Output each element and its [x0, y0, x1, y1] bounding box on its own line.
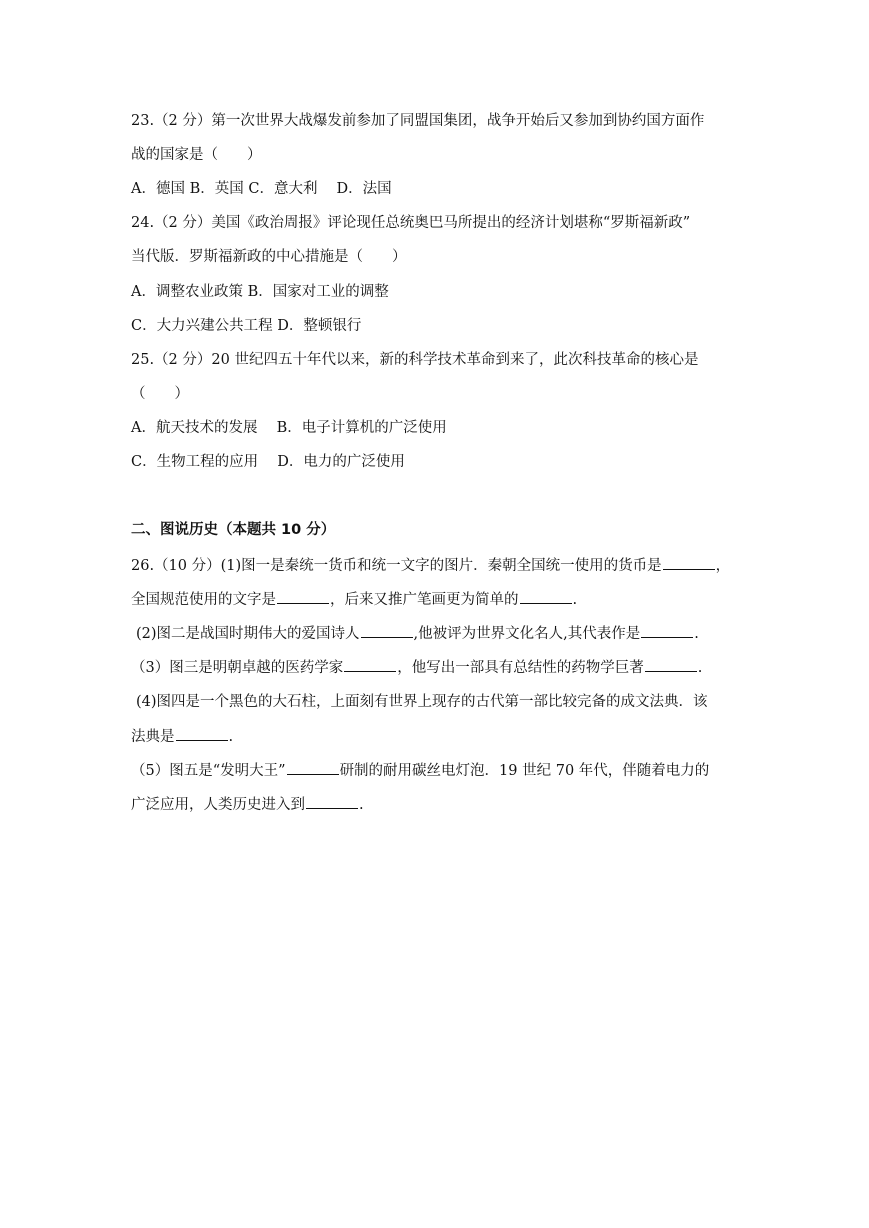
q26-line5: (4)图四是一个黑色的大石柱，上面刻有世界上现存的古代第一部比较完备的成文法典．该: [136, 694, 708, 710]
answer-blank-poem[interactable]: [641, 623, 693, 638]
section2-title: 二、图说历史（本题共 10 分）: [131, 522, 336, 538]
q26-line3-mid: ,他被评为世界文化名人,其代表作是: [413, 626, 641, 642]
q26-line4: [131, 657, 702, 678]
q26-line3-end: .: [694, 626, 699, 642]
q26-line1-text: 26.（10 分）(1)图一是秦统一货币和统一文字的图片．秦朝全国统一使用的货币是: [131, 558, 662, 574]
q25-stem-line1: 25.（2 分）20 世纪四五十年代以来，新的科学技术革命到来了，此次科技革命的核心是: [131, 352, 699, 368]
q26-line3: [136, 623, 699, 644]
q23-stem-line1: 23.（2 分）第一次世界大战爆发前参加了同盟国集团，战争开始后又参加到协约国方面作: [131, 113, 705, 129]
q26-line7: [131, 760, 709, 781]
q24-stem-line1: 24.（2 分）美国《政治周报》评论现任总统奥巴马所提出的经济计划堪称“罗斯福新政”: [131, 215, 691, 231]
q25-stem-line2: （ ）: [131, 386, 189, 402]
answer-blank-script[interactable]: [277, 589, 329, 604]
answer-blank-inventor[interactable]: [287, 760, 339, 775]
q26-line6-text: 法典是: [131, 729, 175, 745]
q26-line1-end: ，: [715, 558, 731, 574]
q26-line2: [131, 589, 577, 610]
answer-blank-physician[interactable]: [344, 657, 396, 672]
q26-line1: [131, 555, 730, 576]
q25-options-line1: A．航天技术的发展 B．电子计算机的广泛使用: [131, 420, 447, 436]
q26-line8-end: .: [359, 797, 364, 813]
q24-stem-line2: 当代版．罗斯福新政的中心措施是（ ）: [131, 249, 407, 265]
q26-line7-text: （5）图五是“发明大王”: [131, 763, 286, 779]
q26-line2-end: .: [572, 592, 578, 608]
answer-blank-simple-script[interactable]: [520, 589, 572, 604]
q26-line2-text: 全国规范使用的文字是: [131, 592, 276, 608]
q26-line8: [131, 794, 364, 815]
q23-options: A．德国 B．英国 C．意大利 D．法国: [131, 181, 392, 197]
q26-line7-end: 研制的耐用碳丝电灯泡．19 世纪 70 年代，伴随着电力的: [339, 763, 710, 779]
q26-line2-mid: ，后来又推广笔画更为简单的: [330, 592, 519, 608]
q26-line8-text: 广泛应用，人类历史进入到: [131, 797, 305, 813]
answer-blank-currency[interactable]: [663, 555, 715, 570]
q26-line4-text: （3）图三是明朝卓越的医药学家: [131, 660, 344, 676]
answer-blank-code[interactable]: [176, 726, 228, 741]
answer-blank-era[interactable]: [306, 794, 358, 809]
q24-options-line2: C．大力兴建公共工程 D．整顿银行: [131, 318, 362, 334]
q26-line6-end: .: [228, 729, 234, 745]
q25-options-line2: C．生物工程的应用 D．电力的广泛使用: [131, 454, 405, 470]
q23-stem-line2: 战的国家是（ ）: [131, 147, 262, 163]
q26-line3-text: (2)图二是战国时期伟大的爱国诗人: [136, 626, 360, 642]
q26-line6: [131, 726, 233, 747]
answer-blank-poet[interactable]: [361, 623, 413, 638]
q24-options-line1: A．调整农业政策 B．国家对工业的调整: [131, 284, 389, 300]
q26-line4-end: .: [697, 660, 703, 676]
q26-line4-mid: ，他写出一部具有总结性的药物学巨著: [397, 660, 644, 676]
answer-blank-book[interactable]: [645, 657, 697, 672]
